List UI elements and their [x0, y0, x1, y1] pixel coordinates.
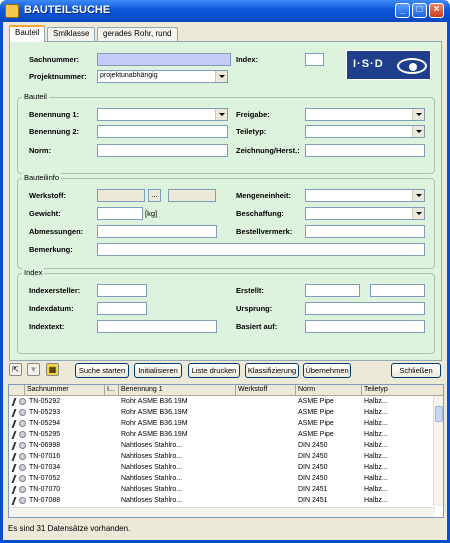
indexersteller-input[interactable]	[97, 284, 147, 297]
chevron-down-icon[interactable]	[412, 190, 424, 201]
edit-disk-icon[interactable]	[13, 486, 25, 494]
indexersteller-label: Indexersteller:	[29, 286, 81, 295]
logo-text: I·S·D	[353, 58, 384, 70]
table-cell-norm[interactable]: DIN 2451	[298, 486, 328, 493]
benennung1-select[interactable]	[97, 108, 228, 121]
maximize-button[interactable]: □	[412, 3, 427, 18]
abmessungen-input[interactable]	[97, 225, 217, 238]
indextext-label: Indextext:	[29, 322, 65, 331]
table-cell-werkstoff[interactable]	[238, 408, 296, 418]
table-cell-werkstoff[interactable]	[238, 397, 296, 407]
projektnummer-select[interactable]	[97, 70, 228, 83]
table-cell-sachnummer[interactable]: TN-07070	[29, 486, 61, 493]
table-cell-benennung[interactable]: Nahtloses Stahlro...	[121, 497, 183, 504]
table-cell-benennung[interactable]: Nahtloses Stahlro...	[121, 453, 183, 460]
schliessen-button[interactable]: Schließen	[391, 363, 441, 378]
table-cell-benennung[interactable]: Rohr ASME B36.19M	[121, 398, 188, 405]
table-cell-index[interactable]	[107, 463, 119, 473]
ursprung-label: Ursprung:	[236, 304, 273, 313]
chevron-down-icon[interactable]	[215, 71, 227, 82]
index-group-label: Index	[24, 268, 43, 277]
bemerkung-input[interactable]	[97, 243, 425, 256]
bestellvermerk-label: Bestellvermerk:	[236, 227, 293, 236]
erstellt-label: Erstellt:	[236, 286, 264, 295]
table-cell-werkstoff[interactable]	[238, 463, 296, 473]
table-cell-sachnummer[interactable]: TN-05292	[29, 398, 61, 405]
werkstoff-label: Werkstoff:	[29, 191, 66, 200]
chevron-down-icon[interactable]	[412, 208, 424, 219]
client-area	[3, 22, 447, 540]
table-cell-benennung[interactable]: Nahtloses Stahlro...	[121, 475, 183, 482]
table-cell-benennung[interactable]: Nahtloses Stahlro...	[121, 442, 183, 449]
teiletyp-select[interactable]	[305, 125, 425, 138]
gewicht-input[interactable]	[97, 207, 143, 220]
column-header-sachnummer[interactable]: Sachnummer	[25, 385, 105, 396]
indexdatum-label: Indexdatum:	[29, 304, 74, 313]
bestellvermerk-input[interactable]	[305, 225, 425, 238]
table-cell-sachnummer[interactable]: TN-07088	[29, 497, 61, 504]
edit-disk-icon[interactable]	[13, 409, 25, 417]
suche-starten-button[interactable]: Suche starten	[75, 363, 129, 378]
benennung2-input[interactable]	[97, 125, 228, 138]
table-cell-index[interactable]	[107, 419, 119, 429]
table-cell-sachnummer[interactable]: TN-07016	[29, 453, 61, 460]
benennung1-label: Benennung 1:	[29, 110, 79, 119]
app-icon	[5, 4, 19, 18]
disk-icon	[19, 409, 26, 416]
table-cell-index[interactable]	[107, 485, 119, 495]
chevron-down-icon[interactable]	[412, 126, 424, 137]
table-cell-norm[interactable]: ASME Pipe	[298, 431, 334, 438]
mengeneinheit-label: Mengeneinheit:	[236, 191, 292, 200]
index-group	[17, 268, 435, 354]
sachnummer-label: Sachnummer:	[29, 55, 80, 64]
table-cell-norm[interactable]: ASME Pipe	[298, 420, 334, 427]
tab-gerades-rohr[interactable]: gerades Rohr, rund	[97, 27, 178, 41]
teiletyp-label: Teiletyp:	[236, 127, 267, 136]
table-cell-teiletyp[interactable]: Halbz...	[364, 409, 388, 416]
table-cell-sachnummer[interactable]: TN-06998	[29, 442, 61, 449]
tab-panel-bauteil	[9, 41, 442, 361]
table-cell-teiletyp[interactable]: Halbz...	[364, 464, 388, 471]
zeichnung-input[interactable]	[305, 144, 425, 157]
table-cell-index[interactable]	[107, 496, 119, 506]
edit-disk-icon[interactable]	[13, 475, 25, 483]
projektnummer-label: Projektnummer:	[29, 72, 87, 81]
disk-icon	[19, 464, 26, 471]
table-cell-benennung[interactable]: Nahtloses Stahlro...	[121, 464, 183, 471]
table-cell-index[interactable]	[107, 441, 119, 451]
vertical-scrollbar[interactable]	[433, 396, 443, 506]
norm-label: Norm:	[29, 146, 52, 155]
table-cell-teiletyp[interactable]: Halbz...	[364, 431, 388, 438]
edit-disk-icon[interactable]	[13, 431, 25, 439]
table-cell-index[interactable]	[107, 430, 119, 440]
group-icon[interactable]: ▦	[46, 363, 59, 376]
chevron-down-icon[interactable]	[215, 109, 227, 120]
table-cell-teiletyp[interactable]: Halbz...	[364, 486, 388, 493]
collapse-icon[interactable]: ⇱	[9, 363, 22, 376]
column-header-norm[interactable]: Norm	[296, 385, 362, 396]
benennung2-label: Benennung 2:	[29, 127, 79, 136]
disk-icon	[19, 453, 26, 460]
disk-icon	[19, 486, 26, 493]
table-cell-norm[interactable]: ASME Pipe	[298, 409, 334, 416]
table-cell-norm[interactable]: DIN 2450	[298, 442, 328, 449]
table-cell-sachnummer[interactable]: TN-05294	[29, 420, 61, 427]
table-cell-werkstoff[interactable]	[238, 474, 296, 484]
beschaffung-label: Beschaffung:	[236, 209, 284, 218]
table-cell-norm[interactable]: DIN 2450	[298, 464, 328, 471]
projektnummer-value: projektunabhängig	[100, 72, 158, 79]
table-cell-norm[interactable]: DIN 2450	[298, 453, 328, 460]
edit-disk-icon[interactable]	[13, 464, 25, 472]
gewicht-unit: [kg]	[145, 209, 158, 218]
bemerkung-label: Bemerkung:	[29, 245, 73, 254]
table-cell-benennung[interactable]: Rohr ASME B36.19M	[121, 420, 188, 427]
edit-disk-icon[interactable]	[13, 453, 25, 461]
results-table[interactable]	[8, 384, 444, 518]
bauteilinfo-group-label: Bauteilinfo	[24, 173, 60, 182]
table-cell-benennung[interactable]: Rohr ASME B36.19M	[121, 431, 188, 438]
initialisieren-button[interactable]: Initialisieren	[134, 363, 182, 378]
table-cell-norm[interactable]: DIN 2450	[298, 475, 328, 482]
table-cell-sachnummer[interactable]: TN-05293	[29, 409, 61, 416]
table-cell-werkstoff[interactable]	[238, 430, 296, 440]
bauteilinfo-group	[17, 173, 435, 269]
edit-disk-icon[interactable]	[13, 420, 25, 428]
werkstoff-input[interactable]	[97, 189, 145, 202]
table-cell-norm[interactable]: DIN 2451	[298, 497, 328, 504]
table-cell-index[interactable]	[107, 474, 119, 484]
index-label: Index:	[236, 55, 259, 64]
basiert-label: Basiert auf:	[236, 322, 278, 331]
column-header-index[interactable]: I...	[105, 385, 119, 396]
freigabe-select[interactable]	[305, 108, 425, 121]
table-cell-sachnummer[interactable]: TN-07034	[29, 464, 61, 471]
table-cell-teiletyp[interactable]: Halbz...	[364, 497, 388, 504]
edit-disk-icon[interactable]	[13, 442, 25, 450]
table-cell-index[interactable]	[107, 408, 119, 418]
table-cell-werkstoff[interactable]	[238, 441, 296, 451]
erstellt-user-input[interactable]	[305, 284, 360, 297]
ursprung-input[interactable]	[305, 302, 425, 315]
disk-icon	[19, 475, 26, 482]
beschaffung-select[interactable]	[305, 207, 425, 220]
table-cell-norm[interactable]: ASME Pipe	[298, 398, 334, 405]
liste-drucken-button[interactable]: Liste drucken	[188, 363, 240, 378]
freigabe-label: Freigabe:	[236, 110, 270, 119]
table-cell-sachnummer[interactable]: TN-05295	[29, 431, 61, 438]
table-cell-teiletyp[interactable]: Halbz...	[364, 442, 388, 449]
scrollbar-thumb[interactable]	[435, 406, 443, 422]
table-cell-werkstoff[interactable]	[238, 496, 296, 506]
column-header-icon[interactable]	[9, 385, 25, 396]
tab-smlklasse[interactable]: Smlklasse	[47, 27, 95, 41]
uebernehmen-button[interactable]: Übernehmen	[303, 363, 351, 378]
gewicht-label: Gewicht:	[29, 209, 61, 218]
filter-icon[interactable]: ▼	[27, 363, 40, 376]
status-text: Es sind 31 Datensätze vorhanden.	[8, 524, 131, 533]
table-cell-benennung[interactable]: Nahtloses Stahlro...	[121, 486, 183, 493]
sachnummer-input[interactable]	[97, 53, 231, 66]
disk-icon	[19, 431, 26, 438]
table-cell-teiletyp[interactable]: Halbz...	[364, 475, 388, 482]
edit-disk-icon[interactable]	[13, 398, 25, 406]
table-cell-werkstoff[interactable]	[238, 419, 296, 429]
table-cell-teiletyp[interactable]: Halbz...	[364, 420, 388, 427]
norm-input[interactable]	[97, 144, 228, 157]
tab-bauteil[interactable]: Bauteil	[9, 25, 45, 42]
werkstoff-browse-button[interactable]: ...	[148, 189, 161, 202]
minimize-button[interactable]: _	[395, 3, 410, 18]
klassifizierung-button[interactable]: Klassifizierung	[245, 363, 299, 378]
column-header-teiletyp[interactable]: Teiletyp	[362, 385, 444, 396]
basiert-input[interactable]	[305, 320, 425, 333]
edit-disk-icon[interactable]	[13, 497, 25, 505]
horizontal-scrollbar[interactable]	[9, 507, 435, 517]
disk-icon	[19, 497, 26, 504]
eye-icon	[397, 58, 427, 74]
indextext-input[interactable]	[97, 320, 217, 333]
table-cell-teiletyp[interactable]: Halbz...	[364, 453, 388, 460]
table-cell-index[interactable]	[107, 452, 119, 462]
zeichnung-label: Zeichnung/Herst.:	[236, 146, 300, 155]
table-cell-index[interactable]	[107, 397, 119, 407]
table-cell-werkstoff[interactable]	[238, 452, 296, 462]
table-cell-sachnummer[interactable]: TN-07052	[29, 475, 61, 482]
disk-icon	[19, 420, 26, 427]
column-header-werkstoff[interactable]: Werkstoff	[236, 385, 296, 396]
index-input[interactable]	[305, 53, 324, 66]
disk-icon	[19, 442, 26, 449]
bauteil-group-label: Bauteil	[24, 92, 47, 101]
abmessungen-label: Abmessungen:	[29, 227, 84, 236]
window-title: BAUTEILSUCHE	[24, 4, 111, 16]
werkstoff-name-input[interactable]	[168, 189, 216, 202]
erstellt-date-input[interactable]	[370, 284, 425, 297]
table-cell-werkstoff[interactable]	[238, 485, 296, 495]
chevron-down-icon[interactable]	[412, 109, 424, 120]
indexdatum-input[interactable]	[97, 302, 147, 315]
table-cell-teiletyp[interactable]: Halbz...	[364, 398, 388, 405]
isd-logo	[346, 50, 431, 80]
column-header-benennung[interactable]: Benennung 1	[119, 385, 236, 396]
bauteil-group	[17, 92, 435, 174]
title-bar[interactable]	[0, 0, 450, 22]
table-cell-benennung[interactable]: Rohr ASME B36.19M	[121, 409, 188, 416]
disk-icon	[19, 398, 26, 405]
close-button[interactable]: ×	[429, 3, 444, 18]
mengeneinheit-select[interactable]	[305, 189, 425, 202]
